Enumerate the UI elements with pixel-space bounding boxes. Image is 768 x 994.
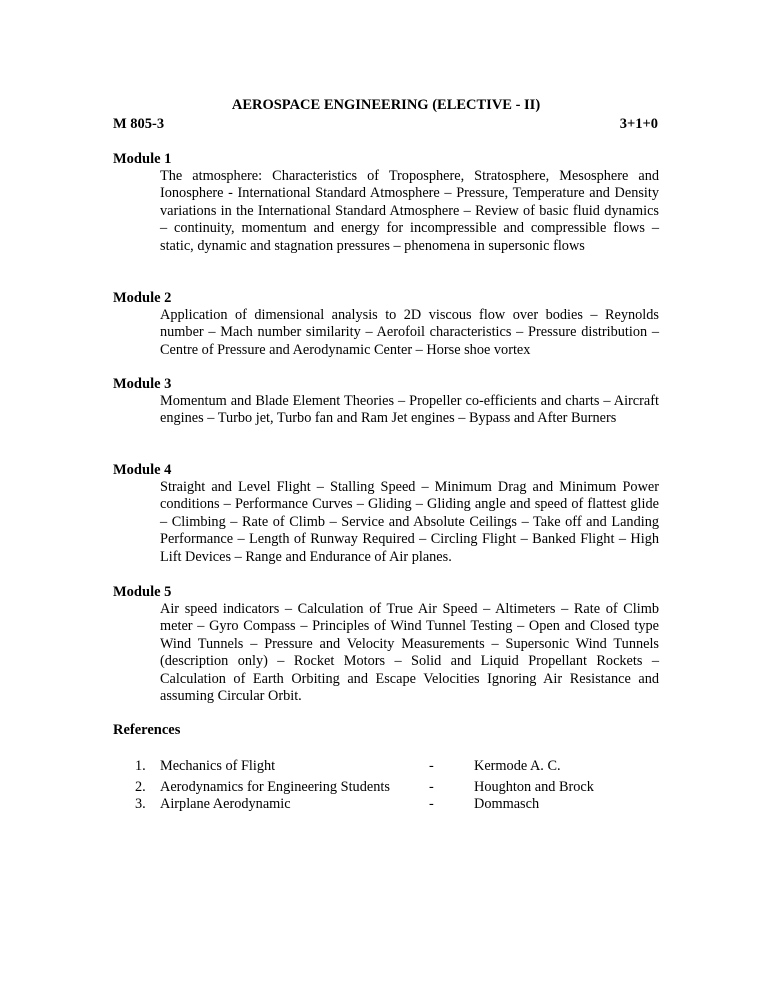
module-heading: Module 2 (113, 290, 172, 306)
module-body: The atmosphere: Characteristics of Troposphere, Stratosphere, Mesosphere and Ionosphere - International Standard Atmosphere – Pressure, Temperature and Density variations in the International Standard Atmosphere – Review of basic fluid dynamics – continuity, momentum and energy for incompressible and compressible flows – static, dynamic and stagnation pressures – phenomena in supersonic flows (160, 168, 659, 254)
module-body: Application of dimensional analysis to 2D viscous flow over bodies – Reynolds number – Mach number similarity – Aerofoil characteristics – Pressure distribution – Centre of Pressure and Aerodynamic Center – Horse shoe vortex (160, 307, 659, 358)
reference-dash: - (429, 796, 434, 812)
module-body: Momentum and Blade Element Theories – Propeller co-efficients and charts – Aircraft engines – Turbo jet, Turbo fan and Ram Jet engines – Bypass and After Burners (160, 393, 659, 427)
reference-dash: - (429, 758, 434, 774)
module-body: Air speed indicators – Calculation of True Air Speed – Altimeters – Rate of Climb meter – Gyro Compass – Principles of Wind Tunnel Testing – Open and Closed type Wind Tunnels – Pressure and Velocity Measurements – Supersonic Wind Tunnels (description only) – Rocket Motors – Solid and Liquid Propellant Rockets – Calculation of Earth Orbiting and Escape Velocities Ignoring Air Resistance and assuming Circular Orbit. (160, 601, 659, 705)
module-heading: Module 5 (113, 584, 172, 600)
reference-author: Kermode A. C. (474, 758, 561, 774)
reference-author: Houghton and Brock (474, 779, 594, 795)
module-4 (113, 462, 659, 566)
references-heading: References (113, 722, 181, 738)
module-5 (113, 584, 659, 705)
module-1 (113, 151, 659, 255)
reference-number: 1. (135, 758, 146, 774)
module-heading: Module 4 (113, 462, 172, 478)
module-heading: Module 1 (113, 151, 172, 167)
course-code: M 805-3 (113, 116, 165, 132)
reference-title: Aerodynamics for Engineering Students (160, 779, 390, 795)
course-code-row (113, 116, 658, 133)
reference-title: Airplane Aerodynamic (160, 796, 291, 812)
module-3 (113, 376, 659, 428)
reference-number: 2. (135, 779, 146, 795)
reference-number: 3. (135, 796, 146, 812)
module-heading: Module 3 (113, 376, 172, 392)
reference-item (135, 758, 635, 776)
module-body: Straight and Level Flight – Stalling Speed – Minimum Drag and Minimum Power conditions – Performance Curves – Gliding – Gliding angle and speed of flattest glide – Climbing – Rate of Climb – Service and Absolute Ceilings – Take off and Landing Performance – Length of Runway Required – Circling Flight – Banked Flight – High Lift Devices – Range and Endurance of Air planes. (160, 479, 659, 565)
reference-title: Mechanics of Flight (160, 758, 276, 774)
reference-item (135, 796, 635, 814)
reference-dash: - (429, 779, 434, 795)
page-title: AEROSPACE ENGINEERING (ELECTIVE - II) (231, 97, 541, 113)
reference-author: Dommasch (474, 796, 540, 812)
course-credits: 3+1+0 (619, 116, 658, 132)
reference-item (135, 779, 635, 797)
module-2 (113, 290, 659, 359)
